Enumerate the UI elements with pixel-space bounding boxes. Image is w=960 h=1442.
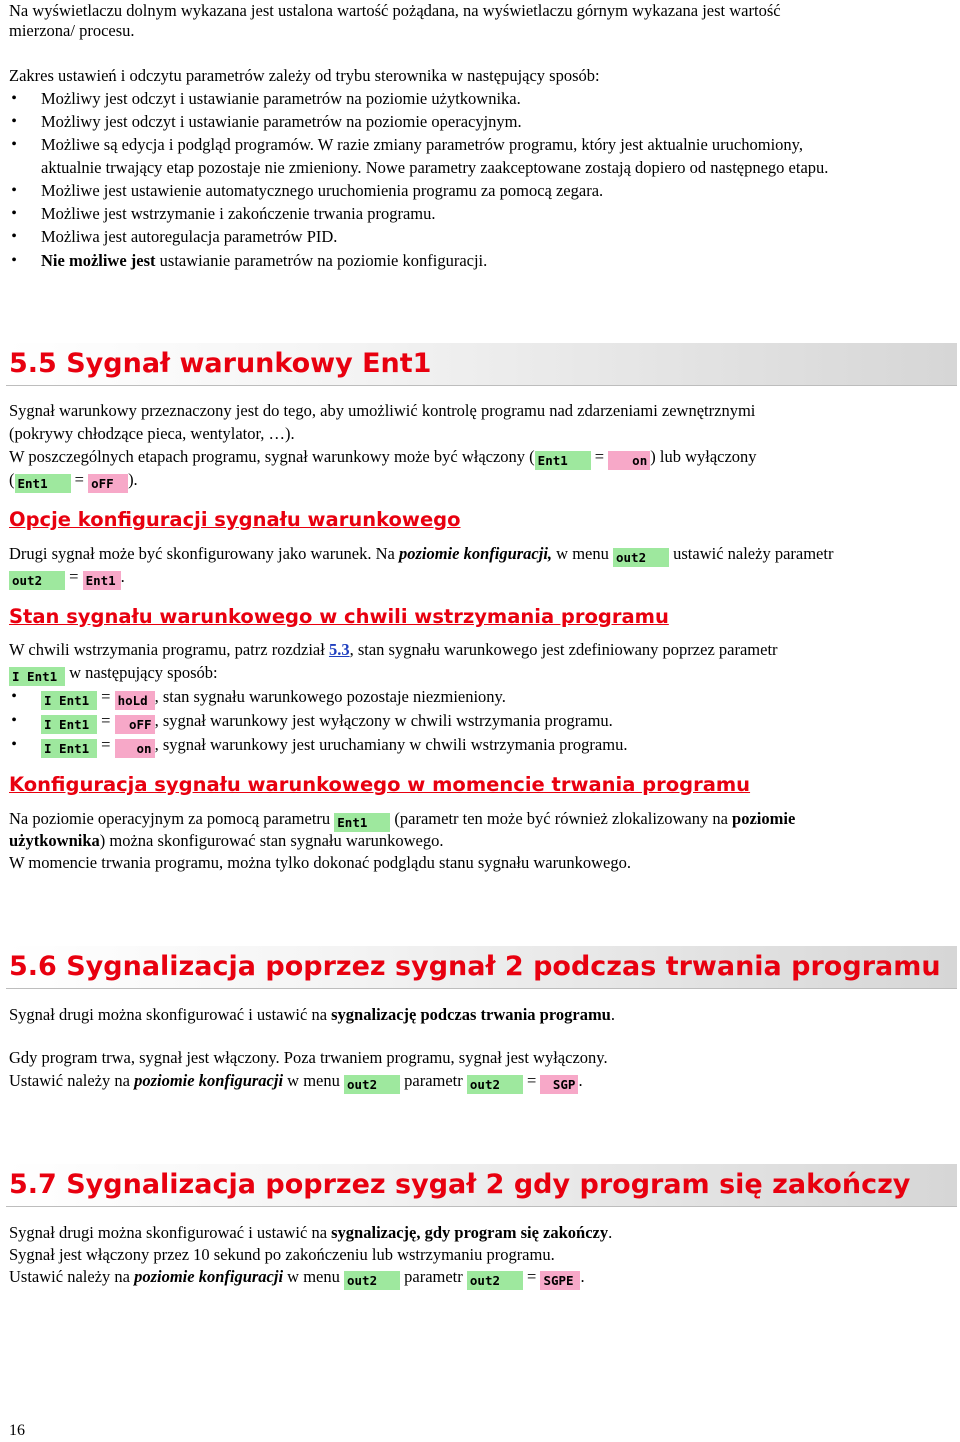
bullet-icon: • [11, 136, 17, 153]
lcd-i-ent1: I Ent1 [41, 691, 97, 710]
lcd-out2: out2 [467, 1075, 523, 1094]
bullet-icon: • [11, 228, 17, 245]
subsection-title: Konfiguracja sygnału warunkowego w momencie trwania programu [9, 773, 751, 796]
subsection-title: Stan sygnału warunkowego w chwili wstrzymania programu [9, 605, 669, 628]
lcd-on: on [608, 451, 650, 470]
bullet-icon: • [11, 736, 17, 753]
paragraph: Ustawić należy na poziomie konfiguracji w menu out2 parametr out2 = SGPE . [9, 1267, 585, 1288]
paragraph: Gdy program trwa, sygnał jest włączony. Poza trwaniem programu, sygnał jest wyłączony. [9, 1048, 608, 1067]
section-title: 5.5 Sygnał warunkowy Ent1 [9, 348, 432, 379]
lcd-out2: out2 [9, 571, 65, 590]
section-title-bar [6, 343, 957, 386]
lcd-ent1: Ent1 [83, 571, 121, 590]
lcd-out2: out2 [344, 1075, 400, 1094]
paragraph: W momencie trwania programu, można tylko dokonać podglądu stanu sygnału warunkowego. [9, 853, 631, 872]
section-title: 5.7 Sygnalizacja poprzez sygał 2 gdy program się zakończy [9, 1169, 911, 1200]
lcd-on: on [115, 739, 155, 758]
page-number: 16 [9, 1422, 25, 1439]
lcd-ent1: Ent1 [15, 474, 71, 493]
paragraph: I Ent1 w następujący sposób: [9, 662, 954, 686]
subsection-title: Opcje konfiguracji sygnału warunkowego [9, 508, 461, 531]
paragraph: (pokrywy chłodzące pieca, wentylator, …). [9, 424, 295, 443]
paragraph: Na poziomie operacyjnym za pomocą parametru Ent1 (parametr ten może być również zlokalizowany na poziomie [9, 809, 796, 830]
paragraph: użytkownika) można skonfigurować stan sygnału warunkowego. [9, 831, 444, 850]
intro-line-1: Na wyświetlaczu dolnym wykazana jest ustalona wartość pożądana, na wyświetlaczu górnym wykazana jest wartość [9, 1, 781, 20]
section-title: 5.6 Sygnalizacja poprzez sygnał 2 podczas trwania programu [9, 951, 941, 982]
bullet-icon: • [11, 205, 17, 222]
chapter-link[interactable]: 5.3 [328, 640, 350, 659]
lcd-ent1: Ent1 [535, 451, 591, 470]
paragraph: W chwili wstrzymania programu, patrz rozdział 5.3, stan sygnału warunkowego jest zdefiniowany poprzez parametr [9, 640, 778, 659]
paragraph: out2 = Ent1 . [9, 566, 954, 590]
lcd-i-ent1: I Ent1 [9, 667, 65, 686]
lcd-out2: out2 [467, 1271, 523, 1290]
bullet-icon: • [11, 113, 17, 130]
lcd-ent1: Ent1 [334, 813, 390, 832]
lcd-sgpe: SGPE [540, 1271, 580, 1290]
intro-line-2: mierzona/ procesu. [9, 21, 135, 40]
bullet-icon: • [11, 252, 17, 269]
section-title-bar [6, 1164, 957, 1207]
paragraph: Drugi sygnał może być skonfigurowany jako warunek. Na poziomie konfiguracji, w menu out2 ustawić należy parametr [9, 544, 834, 565]
bullet-icon: • [11, 90, 17, 107]
range-heading: Zakres ustawień i odczytu parametrów zależy od trybu sterownika w następujący sposób: [9, 66, 600, 85]
section-title-bar [6, 946, 957, 989]
lcd-out2: out2 [344, 1271, 400, 1290]
paragraph: Sygnał drugi można skonfigurować i ustawić na sygnalizację podczas trwania programu. [9, 1005, 615, 1024]
lcd-hold: hoLd [115, 691, 155, 710]
paragraph: Ustawić należy na poziomie konfiguracji w menu out2 parametr out2 = SGP . [9, 1071, 583, 1092]
lcd-sgp: SGP [540, 1075, 578, 1094]
paragraph: Sygnał warunkowy przeznaczony jest do tego, aby umożliwić kontrolę programu nad zdarzeniami zewnętrznymi [9, 401, 756, 420]
paragraph: W poszczególnych etapach programu, sygnał warunkowy może być włączony ( Ent1 = on ) lub wyłączony [9, 447, 757, 468]
paragraph: Sygnał drugi można skonfigurować i ustawić na sygnalizację, gdy program się zakończy. [9, 1223, 613, 1242]
lcd-i-ent1: I Ent1 [41, 715, 97, 734]
bullet-icon: • [11, 182, 17, 199]
lcd-out2: out2 [613, 548, 669, 567]
lcd-off: oFF [115, 715, 155, 734]
document-page: Na wyświetlaczu dolnym wykazana jest ustalona wartość pożądana, na wyświetlaczu górnym wykazana jest wartość mierzona/ procesu. Zakres ustawień i odczytu parametrów zależy od trybu sterownika w następujący sposób: • Możliwy jest odczyt i ustawianie parametrów na poziomie użytkownika. • Możliwy jest odczyt i ustawianie parametrów na poziomie operacyjnym. • Możliwe są edycja i podgląd programów. W razie zmiany parametrów programu, który jest aktualnie uruchomiony, aktualnie trwający etap pozostaje nie zmieniony. Nowe parametry zaakceptowane zostają dopiero od następnego etapu. • Możliwe jest ustawienie automatycznego uruchomienia programu za pomocą zegara. • Możliwe jest wstrzymanie i zakończenie trwania programu. • Możliwa jest autoregulacja parametrów PID. • Nie możliwe jest ustawianie parametrów na poziomie konfiguracji. 5.5 Sygnał warunkowy Ent1 Sygnał warunkowy przeznaczony jest do tego, aby umożliwić kontrolę programu nad zdarzeniami zewnętrznymi (pokrywy chłodzące pieca, wentylator, …). W poszczególnych etapach programu, sygnał warunkowy może być włączony ( Ent1 = on ) lub wyłączony ( Ent1 = oFF ). Opcje konfiguracji sygnału warunkowego Drugi sygnał może być skonfigurowany jako warunek. Na poziomie konfiguracji, w menu out2 ustawić należy parametr out2 = Ent1 . Stan sygnału warunkowego w chwili wstrzymania programu W chwili wstrzymania programu, patrz rozdział 5.3, stan sygnału warunkowego jest zdefiniowany poprzez parametr I Ent1 w następujący sposób: • I Ent1 = hoLd , stan sygnału warunkowego pozostaje niezmieniony. • I Ent1 = oFF , sygnał warunkowy jest wyłączony w chwili wstrzymania programu. • I Ent1 = on , sygnał warunkowy jest uruchamiany w chwili wstrzymania programu. Konfiguracja sygnału warunkowego w momencie trwania programu Na poziomie operacyjnym za pomocą parametru Ent1 (parametr ten może być również zlokalizowany na poziomie użytkownika) można skonfigurować stan sygnału warunkowego. W momencie trwania programu, można tylko dokonać podglądu stanu sygnału warunkowego. 5.6 Sygnalizacja poprzez sygnał 2 podczas trwania programu Sygnał drugi można skonfigurować i ustawić na sygnalizację podczas trwania programu. Gdy program trwa, sygnał jest włączony. Poza trwaniem programu, sygnał jest wyłączony. Ustawić należy na poziomie konfiguracji w menu out2 parametr out2 = SGP . 5.7 Sygnalizacja poprzez sygał 2 gdy program się zakończy Sygnał drugi można skonfigurować i ustawić na sygnalizację, gdy program się zakończy. Sygnał jest włączony przez 10 sekund po zakończeniu lub wstrzymaniu programu. Ustawić należy na poziomie konfiguracji w menu out2 parametr out2 = SGPE . 16 [0, 0, 960, 1439]
paragraph: Sygnał jest włączony przez 10 sekund po zakończeniu lub wstrzymaniu programu. [9, 1245, 555, 1264]
lcd-off: oFF [88, 474, 128, 493]
bullet-icon: • [11, 688, 17, 705]
lcd-i-ent1: I Ent1 [41, 739, 97, 758]
bullet-icon: • [11, 712, 17, 729]
paragraph: ( Ent1 = oFF ). [9, 470, 138, 491]
